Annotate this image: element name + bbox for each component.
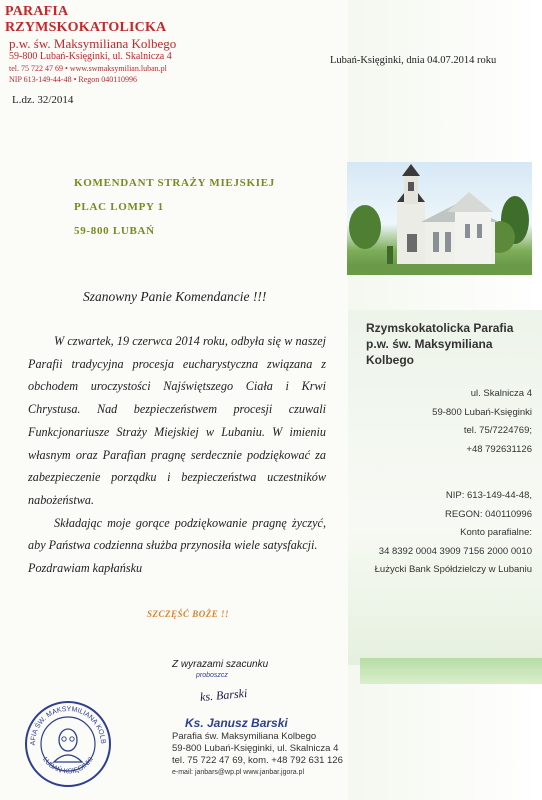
sidebar-title xyxy=(366,320,513,368)
sidebar-street: ul. Skalnicza 4 xyxy=(470,388,532,399)
blessing: SZCZĘŚĆ BOŻE !! xyxy=(147,609,230,619)
sidebar-title-line1: Rzymskokatolicka Parafia xyxy=(366,321,514,335)
salutation: Szanowny Panie Komendancie !!! xyxy=(83,289,267,304)
church-photo xyxy=(347,162,532,275)
signatory-email-web: e-mail: janbars@wp.pl www.janbar.jgora.pl xyxy=(172,769,304,776)
letterhead-nip-regon: NIP 613-149-44-48 • Regon 040110996 xyxy=(9,75,137,84)
closing-regards: Z wyrazami szacunku xyxy=(172,659,269,670)
closing-title: proboszcz xyxy=(196,672,228,679)
reference-number: L.dz. 32/2014 xyxy=(12,94,74,106)
svg-text:LUBAŃ-KSIĘGINKI xyxy=(41,756,95,775)
recipient-line3: 59-800 LUBAŃ xyxy=(74,225,155,237)
recipient-line1: KOMENDANT STRAŻY MIEJSKIEJ xyxy=(74,177,275,189)
letterhead-name1: PARAFIA RZYMSKOKATOLICKA xyxy=(5,4,167,35)
sidebar-registry xyxy=(360,487,532,580)
recipient-line2: PLAC LOMPY 1 xyxy=(74,201,164,213)
sidebar-regon: REGON: 040110996 xyxy=(445,508,532,520)
seal-bottom-text: LUBAŃ-KSIĘGINKI xyxy=(41,756,95,776)
signatory-phone: tel. 75 722 47 69, kom. +48 792 631 126 xyxy=(172,755,343,766)
letter-paragraph-2: Składając moje gorące podziękowanie pragnę życzyć, aby Państwa codzienna służba przynosiła wiele satysfakcji. xyxy=(28,515,326,553)
sidebar-nip: NIP: 613-149-44-48, xyxy=(445,490,532,501)
handwritten-signature: ks. Barski xyxy=(199,685,248,705)
parish-seal xyxy=(24,700,112,788)
sidebar-city: 59-800 Lubań-Księginki xyxy=(432,406,532,418)
letter-paragraph-3: Pozdrawiam kapłańsku xyxy=(28,561,143,576)
sidebar-contact xyxy=(362,385,532,459)
sidebar-account-number: 34 8392 0004 3909 7156 2000 0010 xyxy=(378,545,532,557)
sidebar-green-bar xyxy=(360,658,542,684)
recipient-block xyxy=(74,171,275,243)
sidebar-mobile: +48 792631126 xyxy=(466,443,532,455)
signatory-address: 59-800 Lubań-Księginki, ul. Skalnicza 4 xyxy=(172,743,339,754)
letter-paragraph-1: W czwartek, 19 czerwca 2014 roku, odbyła się w naszej Parafii tradycyjna procesja eucharystyczna związana z obchodem uroczystości Najświętszego Ciała i Krwi Chrystusa. Nad bezpieczeństwem procesji czuwali Funkcjonariusze Straży Miejskiej w Lubaniu. W imieniu własnym oraz Parafian pragnę serdecznie podziękować za zabezpieczenie porządku i bezpieczeństwa uczestników nabożeństwa. xyxy=(28,334,326,507)
signatory-name: Ks. Janusz Barski xyxy=(185,716,288,730)
svg-text:PARAFIA ŚW. MAKSYMILIANA KOLBE xyxy=(24,700,106,746)
signatory-parish: Parafia św. Maksymiliana Kolbego xyxy=(172,731,317,742)
letterhead-website: www.swmaksymilian.luban.pl xyxy=(69,64,167,73)
sidebar-title-line3: Kolbego xyxy=(366,353,414,367)
letterhead-address: 59-800 Lubań-Księginki, ul. Skalnicza 4 xyxy=(9,51,172,62)
letterhead-stamp: PARAFIA RZYMSKOKATOLICKA p.w. św. Maksymiliana Kolbego 59-800 Lubań-Księginki, ul. Skalnicza 4 tel. 75 722 47 69 • www.swmaksymilian.luban.pl NIP 613-149-44-48 • Regon 040110996 xyxy=(5,4,181,85)
sidebar-phone: tel. 75/7224769; xyxy=(463,425,532,436)
seal-ring-text: AFIA ŚW. MAKSYMILIANA KOLB xyxy=(29,705,107,746)
letterhead-name2: p.w. św. Maksymiliana Kolbego xyxy=(9,36,177,51)
signatory-details xyxy=(172,731,343,779)
sidebar-account-label: Konto parafialne: xyxy=(460,527,532,538)
letter-body xyxy=(28,330,326,580)
sidebar-bank: Łużycki Bank Spółdzielczy w Lubaniu xyxy=(374,564,532,575)
place-date: Lubań-Księginki, dnia 04.07.2014 roku xyxy=(330,55,497,66)
sidebar-title-line2: p.w. św. Maksymiliana xyxy=(366,337,493,351)
letterhead-phone: tel. 75 722 47 69 xyxy=(9,64,63,73)
